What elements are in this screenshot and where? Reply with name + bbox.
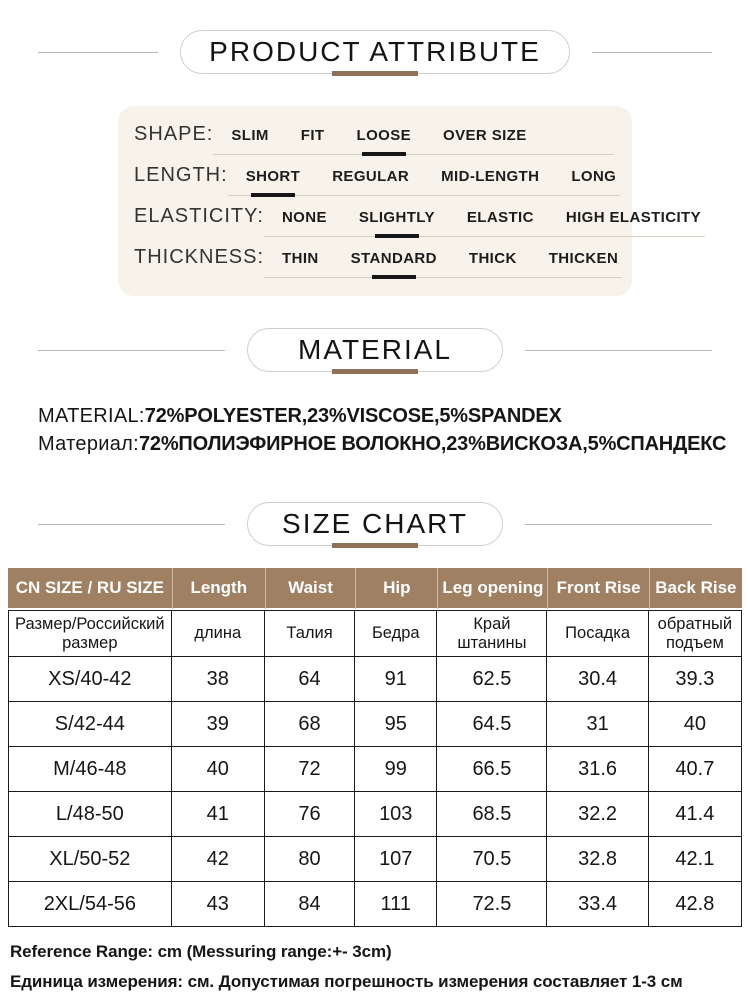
- divider-line-left: [38, 52, 158, 53]
- back-rise-cell: 42.1: [649, 837, 742, 882]
- length-cell: 38: [172, 657, 265, 702]
- header-front-rise: Front Rise: [547, 568, 648, 610]
- product-attribute-title-text: PRODUCT ATTRIBUTE: [209, 36, 541, 67]
- header-cn-ru-size: CN SIZE / RU SIZE: [8, 568, 172, 610]
- option-loose-selected: [357, 127, 412, 144]
- front-rise-cell: 31.6: [547, 747, 648, 792]
- front-rise-cell: 32.2: [547, 792, 648, 837]
- elasticity-label: ELASTICITY:: [134, 205, 264, 227]
- table-row-s: [8, 702, 742, 747]
- back-rise-cell: 42.8: [649, 882, 742, 927]
- option-slightly-text: SLIGHTLY: [358, 209, 435, 226]
- divider-line-right: [525, 350, 712, 351]
- size-cell: XS/40-42: [8, 657, 172, 702]
- table-row-m: [8, 747, 742, 792]
- length-cell: 39: [172, 702, 265, 747]
- front-rise-cell: 33.4: [547, 882, 648, 927]
- leg-opening-cell: 62.5: [437, 657, 547, 702]
- option-long: LONG: [571, 168, 617, 185]
- leg-opening-cell: 64.5: [437, 702, 547, 747]
- length-options: [228, 168, 621, 196]
- hip-cell: 95: [355, 702, 437, 747]
- title-underline-accent: [332, 543, 418, 548]
- material-title-text: MATERIAL: [298, 334, 452, 365]
- size-cell: XL/50-52: [8, 837, 172, 882]
- material-line-en: [38, 402, 750, 430]
- option-standard-text: STANDARD: [350, 250, 437, 267]
- table-header-row: [8, 568, 742, 610]
- header-hip: Hip: [355, 568, 437, 610]
- waist-cell: 84: [265, 882, 355, 927]
- divider-line-left: [38, 350, 225, 351]
- selected-option-underline: [362, 152, 406, 156]
- back-rise-cell: 41.4: [649, 792, 742, 837]
- thickness-label: THICKNESS:: [134, 246, 265, 268]
- title-underline-accent: [332, 71, 418, 76]
- option-loose-text: LOOSE: [356, 127, 412, 144]
- front-rise-cell: 30.4: [547, 657, 648, 702]
- reference-range-note-en: Reference Range: cm (Messuring range:+- 3cm): [10, 942, 392, 961]
- attribute-row-shape: [134, 123, 614, 155]
- divider-line-right: [592, 52, 712, 53]
- divider-line-left: [38, 524, 225, 525]
- attribute-row-length: [134, 164, 617, 196]
- table-subheader-row-ru: [8, 610, 742, 657]
- product-attribute-title-pill: [180, 30, 570, 74]
- table-row-2xl: [8, 882, 742, 927]
- shape-options: [213, 127, 614, 155]
- length-cell: 42: [172, 837, 265, 882]
- size-cell: 2XL/54-56: [8, 882, 172, 927]
- subheader-hip-ru: Бедра: [355, 610, 437, 657]
- material-title-pill: [247, 328, 503, 372]
- back-rise-cell: 40.7: [649, 747, 742, 792]
- leg-opening-cell: 70.5: [437, 837, 547, 882]
- attribute-row-thickness: [134, 246, 619, 278]
- size-chart-title-pill: [247, 502, 503, 546]
- divider-line-right: [525, 524, 712, 525]
- size-chart-title-text: SIZE CHART: [282, 508, 468, 539]
- subheader-front-rise-ru: Посадка: [547, 610, 648, 657]
- subheader-size-ru: Размер/Российский размер: [8, 610, 172, 657]
- reference-range-note-ru: Единица измерения: см. Допустимая погрешность измерения составляет 1-3 см: [10, 972, 683, 991]
- subheader-waist-ru: Талия: [265, 610, 355, 657]
- header-leg-opening: Leg opening: [437, 568, 547, 610]
- hip-cell: 107: [355, 837, 437, 882]
- waist-cell: 68: [265, 702, 355, 747]
- length-cell: 41: [172, 792, 265, 837]
- thickness-options: [264, 250, 622, 278]
- option-fit: FIT: [300, 127, 325, 144]
- hip-cell: 111: [355, 882, 437, 927]
- option-regular: REGULAR: [332, 168, 410, 185]
- size-cell: S/42-44: [8, 702, 172, 747]
- selected-option-underline: [251, 193, 295, 197]
- table-row-xl: [8, 837, 742, 882]
- material-label-ru: Материал:: [38, 433, 139, 455]
- material-composition: [38, 402, 750, 458]
- option-thin: THIN: [282, 250, 319, 267]
- product-attribute-box: [118, 106, 702, 296]
- subheader-leg-opening-ru: Край штанины: [437, 610, 547, 657]
- material-label-en: MATERIAL:: [38, 405, 145, 427]
- header-length: Length: [172, 568, 265, 610]
- section-header-size-chart: [0, 502, 750, 546]
- front-rise-cell: 31: [547, 702, 648, 747]
- option-standard-selected: [351, 250, 437, 267]
- selected-option-underline: [375, 234, 419, 238]
- material-line-ru: [38, 430, 750, 458]
- option-high-elasticity: HIGH ELASTICITY: [565, 209, 702, 226]
- table-row-xs: [8, 657, 742, 702]
- table-row-l: [8, 792, 742, 837]
- size-cell: M/46-48: [8, 747, 172, 792]
- material-value-ru: 72%ПОЛИЭФИРНОЕ ВОЛОКНО,23%ВИСКОЗА,5%СПАНДЕКС: [138, 433, 727, 455]
- subheader-back-rise-ru: обратный подъем: [649, 610, 742, 657]
- length-cell: 40: [172, 747, 265, 792]
- shape-label: SHAPE:: [134, 123, 214, 145]
- section-header-material: [0, 328, 750, 372]
- section-header-product-attribute: [0, 30, 750, 74]
- option-over-size: OVER SIZE: [443, 127, 527, 144]
- option-thicken: THICKEN: [548, 250, 619, 267]
- waist-cell: 80: [265, 837, 355, 882]
- attribute-row-elasticity: [134, 205, 702, 237]
- hip-cell: 103: [355, 792, 437, 837]
- length-cell: 43: [172, 882, 265, 927]
- option-mid-length: MID-LENGTH: [441, 168, 540, 185]
- front-rise-cell: 32.8: [547, 837, 648, 882]
- measurement-notes: [10, 937, 750, 997]
- material-value-en: 72%POLYESTER,23%VISCOSE,5%SPANDEX: [144, 405, 562, 427]
- waist-cell: 76: [265, 792, 355, 837]
- leg-opening-cell: 72.5: [437, 882, 547, 927]
- option-slightly-selected: [359, 209, 435, 226]
- option-short-selected: [246, 168, 301, 185]
- leg-opening-cell: 66.5: [437, 747, 547, 792]
- option-elastic: ELASTIC: [466, 209, 534, 226]
- size-cell: L/48-50: [8, 792, 172, 837]
- waist-cell: 72: [265, 747, 355, 792]
- header-back-rise: Back Rise: [649, 568, 742, 610]
- subheader-length-ru: длина: [172, 610, 265, 657]
- waist-cell: 64: [265, 657, 355, 702]
- length-label: LENGTH:: [134, 164, 228, 186]
- hip-cell: 99: [355, 747, 437, 792]
- title-underline-accent: [332, 369, 418, 374]
- option-short-text: SHORT: [245, 168, 301, 185]
- hip-cell: 91: [355, 657, 437, 702]
- elasticity-options: [264, 209, 705, 237]
- header-waist: Waist: [265, 568, 355, 610]
- option-thick: THICK: [468, 250, 517, 267]
- option-slim: SLIM: [231, 127, 269, 144]
- leg-opening-cell: 68.5: [437, 792, 547, 837]
- size-chart-table: [8, 568, 742, 927]
- back-rise-cell: 39.3: [649, 657, 742, 702]
- selected-option-underline: [372, 275, 416, 279]
- back-rise-cell: 40: [649, 702, 742, 747]
- option-none: NONE: [281, 209, 327, 226]
